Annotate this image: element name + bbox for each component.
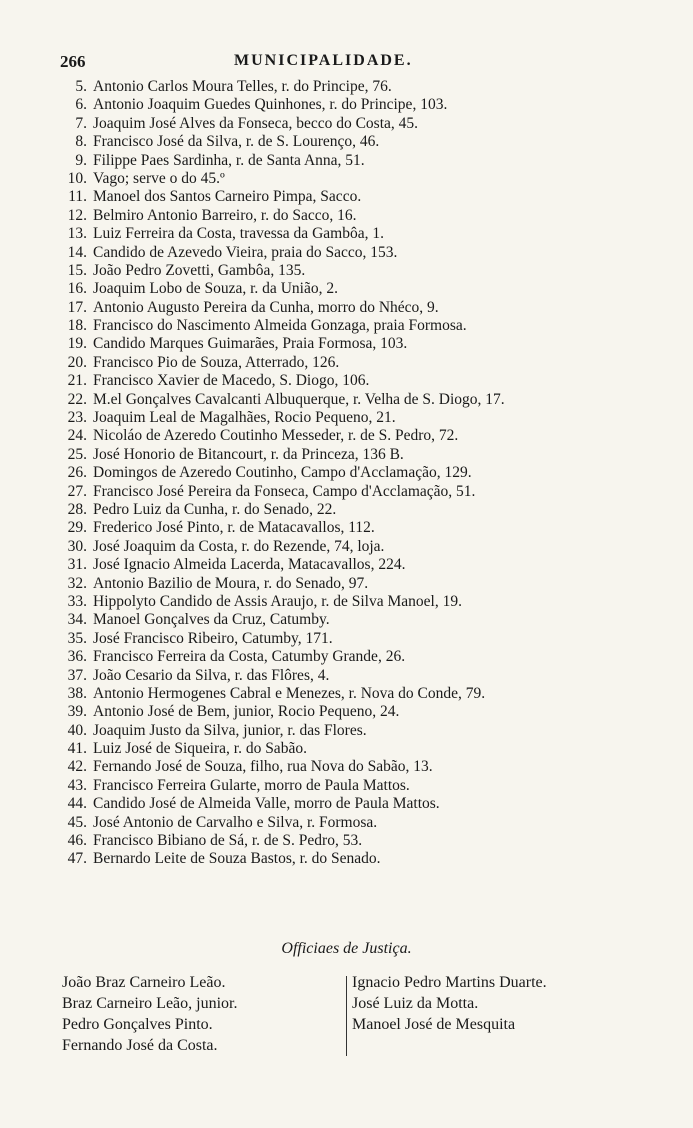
- list-item: [0, 667, 693, 685]
- entry-text: Francisco Pio de Souza, Atterrado, 126.: [93, 353, 340, 371]
- entry-text: Antonio Joaquim Guedes Quinhones, r. do Principe, 103.: [93, 96, 448, 114]
- list-item: [0, 207, 693, 225]
- section-title-officiaes: Officiaes de Justiça.: [281, 940, 412, 957]
- entry-number: 37.: [67, 666, 87, 684]
- entry-text: José Joaquim da Costa, r. do Rezende, 74, loja.: [93, 537, 385, 555]
- entry-number: 23.: [67, 409, 87, 427]
- entry-text: Filippe Paes Sardinha, r. de Santa Anna, 51.: [93, 151, 365, 169]
- entry-text: Antonio José de Bem, junior, Rocio Pequeno, 24.: [93, 703, 400, 721]
- entry-text: João Cesario da Silva, r. das Flôres, 4.: [93, 666, 330, 684]
- list-item: [0, 464, 693, 482]
- entry-text: Candido José de Almeida Valle, morro de Paula Mattos.: [93, 795, 440, 813]
- official-name: Braz Carneiro Leão, junior.: [62, 995, 238, 1012]
- entry-number: 9.: [75, 151, 87, 169]
- list-item: [0, 575, 693, 593]
- entry-number: 32.: [67, 574, 87, 592]
- list-item: [0, 152, 693, 170]
- entry-text: Frederico José Pinto, r. de Matacavallos, 112.: [93, 519, 375, 537]
- column-divider: [346, 976, 347, 1056]
- entry-text: José Ignacio Almeida Lacerda, Matacavallos, 224.: [93, 556, 406, 574]
- entry-text: Francisco do Nascimento Almeida Gonzaga, praia Formosa.: [93, 317, 467, 335]
- list-item: [0, 777, 693, 795]
- officials-right-column: [352, 972, 547, 1035]
- list-item: [0, 409, 693, 427]
- entry-number: 22.: [67, 390, 87, 408]
- list-item: [0, 685, 693, 703]
- official-name: Manoel José de Mesquita: [352, 1016, 516, 1033]
- entry-text: Francisco Ferreira Gularte, morro de Paula Mattos.: [93, 776, 410, 794]
- list-item: [0, 354, 693, 372]
- entry-number: 47.: [67, 850, 87, 868]
- list-item: [0, 758, 693, 776]
- official-name: João Braz Carneiro Leão.: [62, 974, 226, 991]
- entry-number: 14.: [67, 243, 87, 261]
- entry-number: 6.: [75, 96, 87, 114]
- list-item: [0, 703, 693, 721]
- list-item: [0, 519, 693, 537]
- entry-text: Pedro Luiz da Cunha, r. do Senado, 22.: [93, 500, 337, 518]
- entry-number: 15.: [67, 261, 87, 279]
- entry-number: 20.: [67, 353, 87, 371]
- entry-text: Francisco Bibiano de Sá, r. de S. Pedro, 53.: [93, 832, 363, 850]
- entry-number: 41.: [67, 740, 87, 758]
- official-name: Pedro Gonçalves Pinto.: [62, 1016, 213, 1033]
- entry-text: M.el Gonçalves Cavalcanti Albuquerque, r. Velha de S. Diogo, 17.: [93, 390, 505, 408]
- entry-text: Domingos de Azeredo Coutinho, Campo d'Acclamação, 129.: [93, 464, 472, 482]
- entry-text: Antonio Hermogenes Cabral e Menezes, r. Nova do Conde, 79.: [93, 684, 486, 702]
- entry-number: 30.: [67, 537, 87, 555]
- entry-text: Manoel Gonçalves da Cruz, Catumby.: [93, 611, 330, 629]
- entry-text: Antonio Bazilio de Moura, r. do Senado, 97.: [93, 574, 369, 592]
- list-item: [0, 814, 693, 832]
- list-item: [0, 280, 693, 298]
- entry-number: 33.: [67, 592, 87, 610]
- entry-number: 40.: [67, 721, 87, 739]
- entry-text: Nicoláo de Azeredo Coutinho Messeder, r. de S. Pedro, 72.: [93, 427, 459, 445]
- entry-number: 24.: [67, 427, 87, 445]
- officials-left-column: [62, 972, 238, 1056]
- entry-text: José Francisco Ribeiro, Catumby, 171.: [93, 629, 333, 647]
- list-item: [0, 740, 693, 758]
- entry-number: 45.: [67, 813, 87, 831]
- entry-text: Belmiro Antonio Barreiro, r. do Sacco, 16.: [93, 206, 357, 224]
- list-item: [0, 188, 693, 206]
- page-header: [0, 52, 693, 76]
- entry-number: 39.: [67, 703, 87, 721]
- entry-number: 26.: [67, 464, 87, 482]
- entry-text: Francisco José Pereira da Fonseca, Campo d'Acclamação, 51.: [93, 482, 476, 500]
- entry-text: Candido Marques Guimarães, Praia Formosa, 103.: [93, 335, 408, 353]
- list-item: [0, 225, 693, 243]
- entry-text: Vago; serve o do 45.º: [93, 169, 225, 187]
- entry-number: 27.: [67, 482, 87, 500]
- entry-number: 5.: [75, 78, 87, 95]
- entry-text: Francisco Xavier de Macedo, S. Diogo, 106.: [93, 372, 370, 390]
- entry-number: 31.: [67, 556, 87, 574]
- official-name: José Luiz da Motta.: [352, 995, 479, 1012]
- list-item: [0, 427, 693, 445]
- entry-text: Joaquim José Alves da Fonseca, becco do Costa, 45.: [93, 114, 419, 132]
- list-item: [0, 317, 693, 335]
- entry-number: 13.: [67, 225, 87, 243]
- entry-text: Fernando José de Souza, filho, rua Nova do Sabão, 13.: [93, 758, 433, 776]
- entry-text: Bernardo Leite de Souza Bastos, r. do Senado.: [93, 850, 381, 868]
- entry-number: 42.: [67, 758, 87, 776]
- entry-number: 44.: [67, 795, 87, 813]
- list-item: [0, 170, 693, 188]
- entry-number: 11.: [68, 188, 87, 206]
- list-item: [0, 299, 693, 317]
- official-name: Ignacio Pedro Martins Duarte.: [352, 974, 547, 991]
- entry-text: Joaquim Lobo de Souza, r. da União, 2.: [93, 280, 338, 298]
- entry-text: Joaquim Leal de Magalhães, Rocio Pequeno, 21.: [93, 409, 396, 427]
- entry-number: 34.: [67, 611, 87, 629]
- entry-number: 18.: [67, 317, 87, 335]
- list-item: [0, 538, 693, 556]
- running-title: MUNICIPALIDADE.: [234, 52, 413, 69]
- entry-number: 7.: [75, 114, 87, 132]
- list-item: [0, 391, 693, 409]
- entry-text: Joaquim Justo da Silva, junior, r. das Flores.: [93, 721, 367, 739]
- entry-text: Manoel dos Santos Carneiro Pimpa, Sacco.: [93, 188, 362, 206]
- entry-number: 29.: [67, 519, 87, 537]
- official-name: Fernando José da Costa.: [62, 1037, 218, 1054]
- list-item: [0, 722, 693, 740]
- list-item: [0, 133, 693, 151]
- list-item: [0, 446, 693, 464]
- list-item: [0, 593, 693, 611]
- entry-number: 16.: [67, 280, 87, 298]
- entry-number: 12.: [67, 206, 87, 224]
- entry-number: 17.: [67, 298, 87, 316]
- entry-number: 43.: [67, 776, 87, 794]
- list-item: [0, 262, 693, 280]
- list-item: [0, 850, 693, 868]
- list-item: [0, 630, 693, 648]
- page-number: 266: [60, 52, 86, 71]
- entry-text: Luiz Ferreira da Costa, travessa da Gambôa, 1.: [93, 225, 384, 243]
- entry-number: 8.: [75, 133, 87, 151]
- entry-number: 19.: [67, 335, 87, 353]
- list-item: [0, 96, 693, 114]
- list-item: [0, 115, 693, 133]
- entry-text: Francisco José da Silva, r. de S. Lourenço, 46.: [93, 133, 380, 151]
- entry-number: 21.: [67, 372, 87, 390]
- entry-text: José Antonio de Carvalho e Silva, r. Formosa.: [93, 813, 378, 831]
- list-item: [0, 483, 693, 501]
- list-item: [0, 648, 693, 666]
- entry-number: 35.: [67, 629, 87, 647]
- entry-text: Hippolyto Candido de Assis Araujo, r. de Silva Manoel, 19.: [93, 592, 462, 610]
- entry-number: 46.: [67, 832, 87, 850]
- entry-text: Antonio Carlos Moura Telles, r. do Principe, 76.: [93, 78, 392, 95]
- member-list: [0, 78, 693, 869]
- entry-text: Francisco Ferreira da Costa, Catumby Grande, 26.: [93, 648, 406, 666]
- list-item: [0, 244, 693, 262]
- entry-text: Candido de Azevedo Vieira, praia do Sacco, 153.: [93, 243, 398, 261]
- list-item: [0, 372, 693, 390]
- entry-number: 25.: [67, 445, 87, 463]
- entry-number: 38.: [67, 684, 87, 702]
- entry-number: 28.: [67, 500, 87, 518]
- list-item: [0, 556, 693, 574]
- list-item: [0, 501, 693, 519]
- list-item: [0, 795, 693, 813]
- entry-text: Luiz José de Siqueira, r. do Sabão.: [93, 740, 307, 758]
- entry-number: 10.: [67, 169, 87, 187]
- entry-text: João Pedro Zovetti, Gambôa, 135.: [93, 261, 306, 279]
- entry-text: Antonio Augusto Pereira da Cunha, morro do Nhéco, 9.: [93, 298, 439, 316]
- entry-text: José Honorio de Bitancourt, r. da Princeza, 136 B.: [93, 445, 404, 463]
- list-item: [0, 611, 693, 629]
- entry-number: 36.: [67, 648, 87, 666]
- list-item: [0, 78, 693, 96]
- list-item: [0, 335, 693, 353]
- list-item: [0, 832, 693, 850]
